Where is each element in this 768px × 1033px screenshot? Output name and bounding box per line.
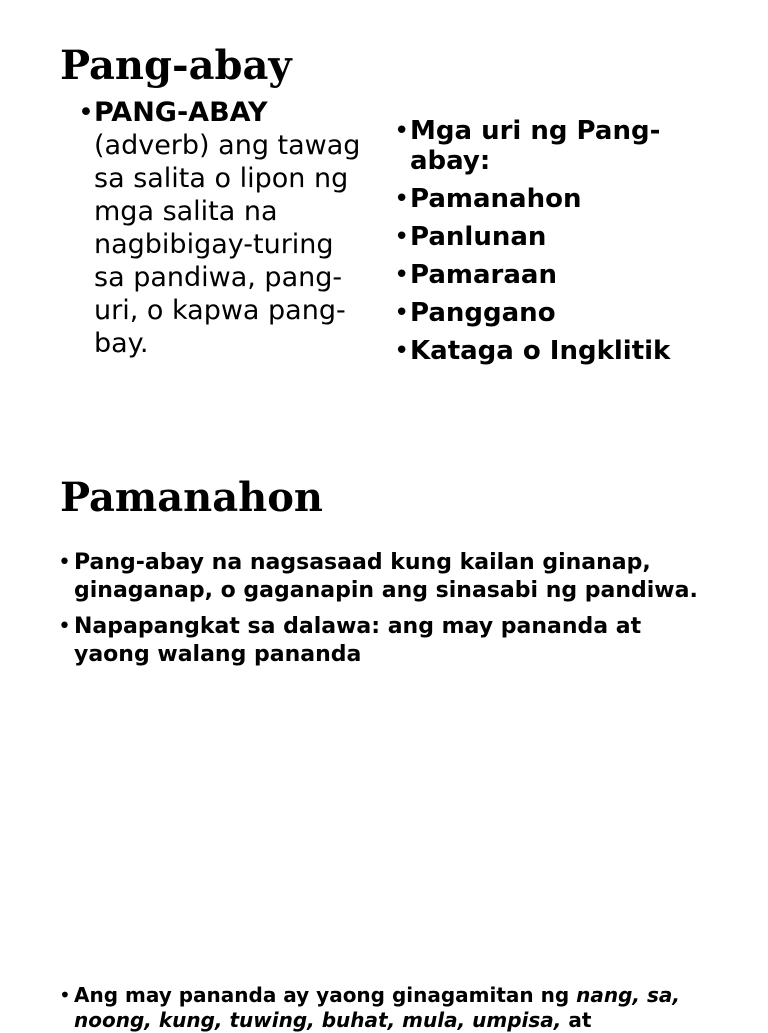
list-item [74,983,734,1033]
pananda-points [74,983,734,1033]
definition-term: PANG-ABAY [94,97,268,128]
list-item: • Panggano [410,298,730,328]
list-item: • Panlunan [410,222,730,252]
definition-text: (adverb) ang tawag sa salita o lipon ng mga salita na nagbibigay-turing sa pandiwa, pang-uri, o kapwa pang-bay. [94,130,361,359]
slide1-title: Pang-abay [60,42,292,89]
types-list [410,116,730,374]
point-markers: nang, sa, noong, kung, tuwing, buhat, mula, umpisa, [74,983,680,1032]
slide2-title: Pamanahon [60,474,324,521]
point-start: Ang may pananda ay yaong ginagamitan ng [74,983,577,1007]
point-end: at [561,1008,592,1032]
definition-item [94,96,364,360]
definition-list [94,96,364,360]
list-item: • Napapangkat sa dalawa: ang may pananda at yaong walang pananda [74,613,714,669]
list-item: • Mga uri ng Pang-abay: [410,116,730,176]
list-item: • Kataga o Ingklitik [410,336,730,366]
pamanahon-points [74,549,714,677]
list-item: • Pamaraan [410,260,730,290]
list-item: • Pamanahon [410,184,730,214]
list-item: • Pang-abay na nagsasaad kung kailan ginanap, ginaganap, o gaganapin ang sinasabi ng pandiwa. [74,549,714,605]
